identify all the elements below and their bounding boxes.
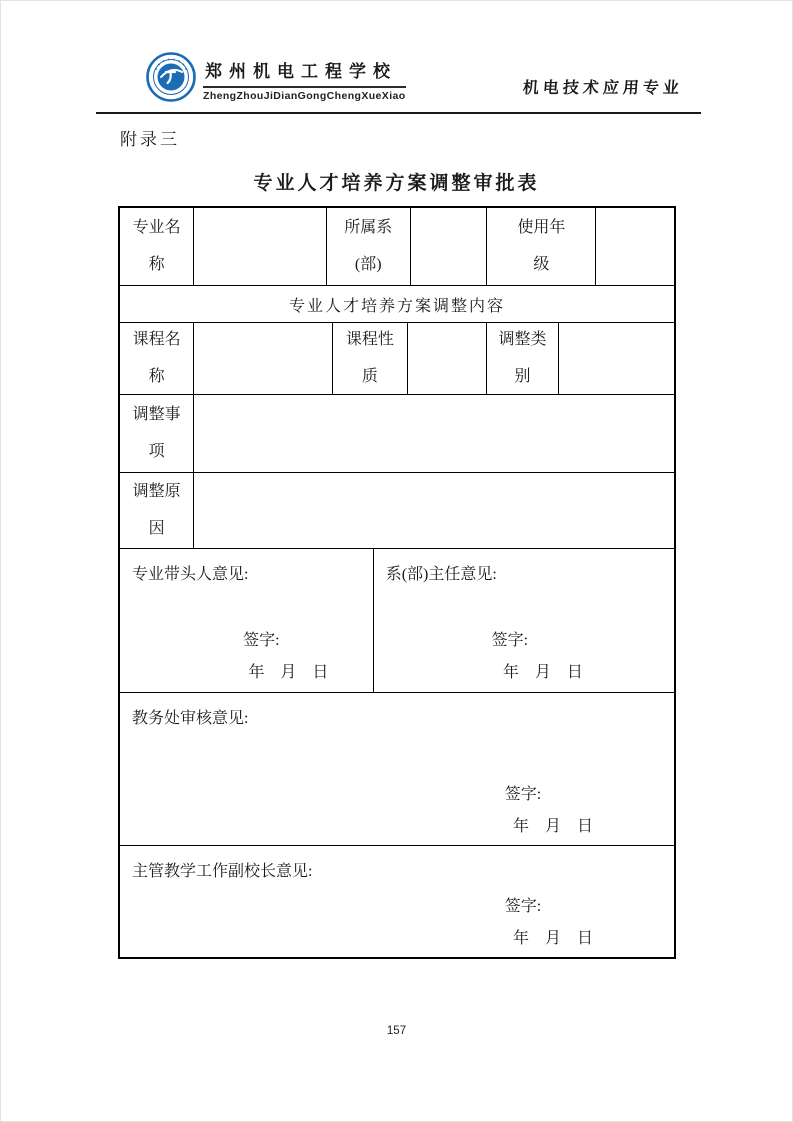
adjust-item-label: 调整事项 [120, 395, 194, 472]
date-label: 年 月 日 [502, 664, 583, 681]
date-label: 年 月 日 [248, 664, 329, 681]
adjust-reason-row [120, 473, 674, 549]
leader-opinion-label: 专业带头人意见: [132, 566, 249, 583]
vice-principal-opinion-label: 主管教学工作副校长意见: [132, 863, 313, 880]
grade-value-cell [596, 208, 674, 285]
leader-opinion-cell [120, 549, 374, 692]
section-title-row [120, 286, 674, 323]
leader-dept-opinion-row [120, 549, 674, 693]
school-name-block [203, 57, 406, 102]
adjust-reason-value-cell [194, 473, 674, 548]
academic-office-opinion-row [120, 693, 674, 846]
vice-principal-opinion-cell [120, 846, 674, 957]
major-name-value-cell [194, 208, 326, 285]
signature-label: 签字: [491, 632, 529, 649]
date-label: 年 月 日 [512, 930, 593, 947]
signature-label: 签字: [504, 786, 542, 803]
form-title: 专业人才培养方案调整审批表 [253, 173, 540, 194]
course-nature-label: 课程性质 [333, 323, 407, 394]
appendix-label: 附录三 [120, 130, 180, 149]
vice-principal-opinion-row [120, 846, 674, 957]
course-row [120, 323, 674, 395]
major-name-label: 专业名称 [120, 208, 194, 285]
header-divider [96, 112, 701, 114]
school-name-pinyin: ZhengZhouJiDianGongChengXueXiao [203, 90, 406, 102]
dept-head-opinion-cell [374, 549, 674, 692]
dept-head-opinion-label: 系(部)主任意见: [385, 566, 497, 583]
section-title: 专业人才培养方案调整内容 [288, 297, 505, 315]
course-name-label: 课程名称 [120, 323, 194, 394]
adjust-type-value-cell [559, 323, 674, 394]
grade-label: 使用年级 [487, 208, 596, 285]
page-header [96, 49, 699, 107]
approval-form-table [118, 206, 676, 959]
header-major-name: 机电技术应用专业 [522, 80, 684, 97]
school-name-cn: 郑州机电工程学校 [203, 57, 406, 88]
signature-label: 签字: [243, 632, 280, 649]
info-row [120, 208, 674, 286]
adjust-type-label: 调整类别 [487, 323, 560, 394]
course-name-value-cell [194, 323, 333, 394]
adjust-item-row [120, 395, 674, 473]
department-value-cell [411, 208, 487, 285]
academic-office-opinion-label: 教务处审核意见: [132, 710, 249, 727]
course-nature-value-cell [408, 323, 487, 394]
academic-office-opinion-cell [120, 693, 674, 845]
adjust-reason-label: 调整原因 [120, 473, 194, 548]
page-number: 157 [386, 1025, 407, 1037]
adjust-item-value-cell [194, 395, 674, 472]
school-logo-icon [146, 52, 196, 102]
department-label: 所属系(部) [327, 208, 411, 285]
date-label: 年 月 日 [512, 818, 593, 835]
signature-label: 签字: [504, 898, 542, 915]
